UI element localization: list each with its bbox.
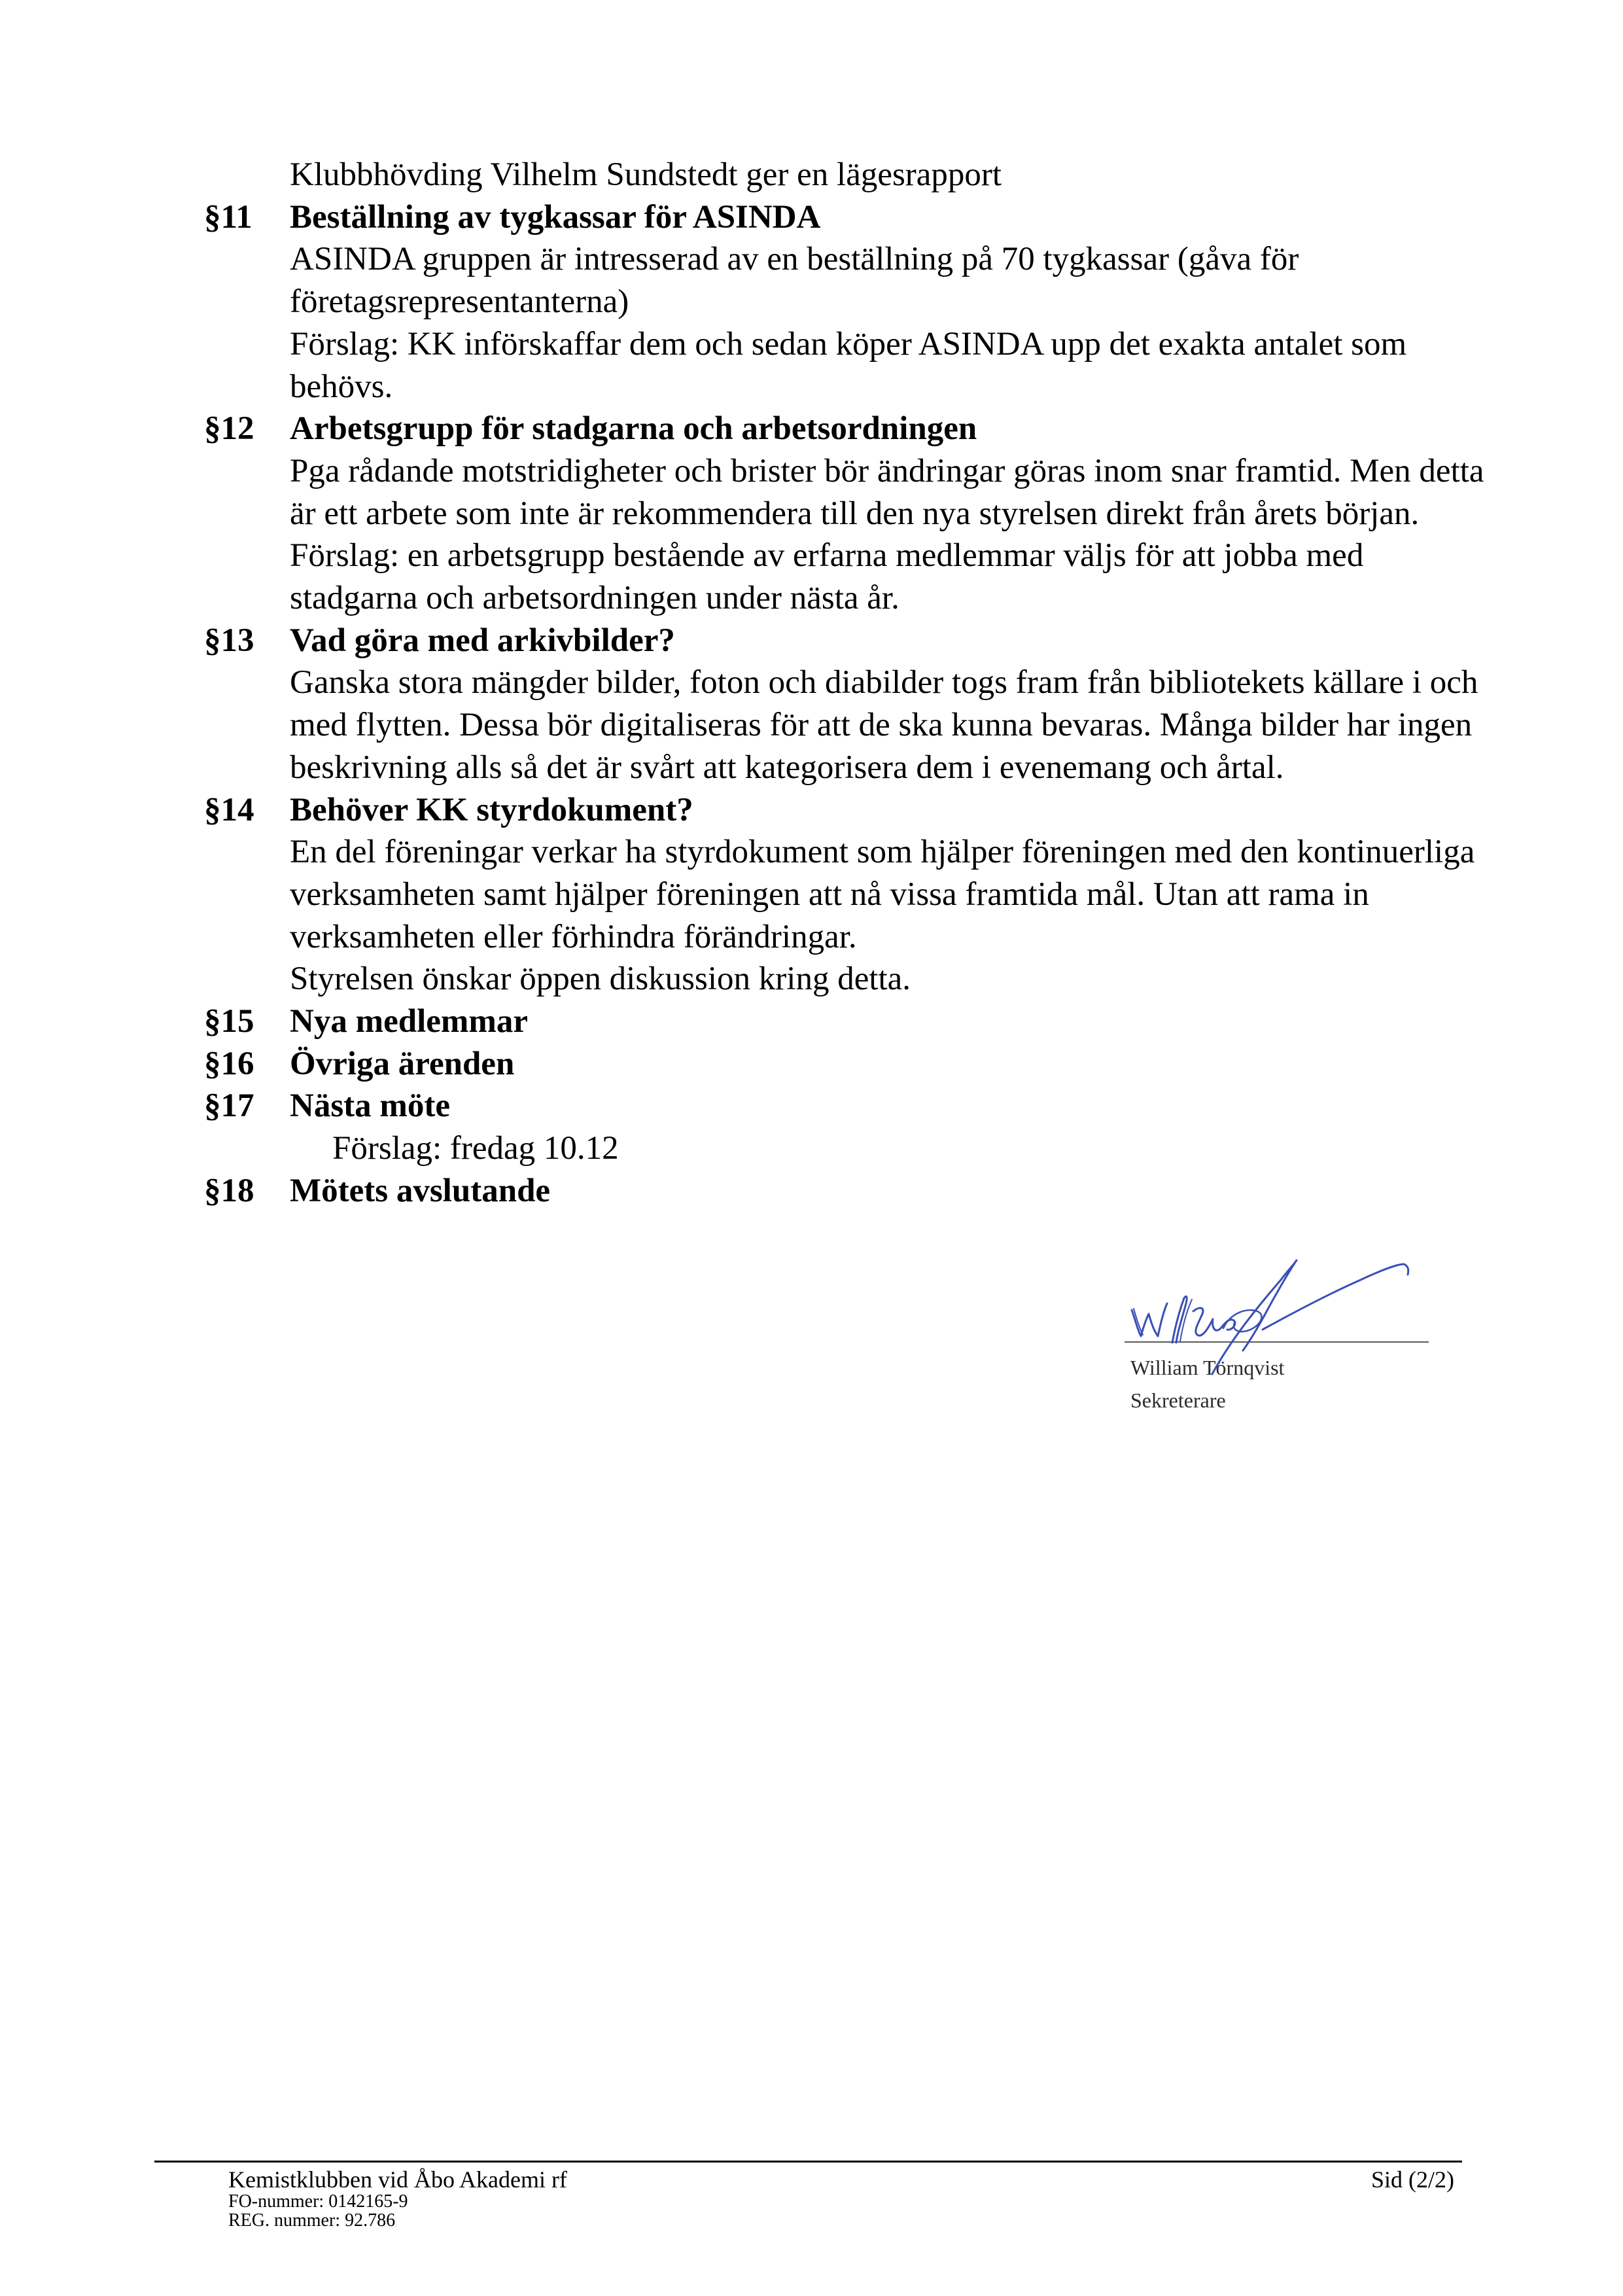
signatory-name: William Törnqvist <box>1130 1356 1285 1379</box>
body-text: är ett arbete som inte är rekommendera till den nya styrelsen direkt från årets början. <box>290 495 1420 532</box>
section-title: Övriga ärenden <box>290 1045 515 1082</box>
page-number: Sid (2/2) <box>1370 2166 1454 2193</box>
footer-organization: Kemistklubben vid Åbo Akademi rf <box>228 2166 567 2193</box>
signature-block <box>1112 1243 1452 1439</box>
section-title: Mötets avslutande <box>290 1172 551 1209</box>
section-title: Nästa möte <box>290 1087 451 1125</box>
footer-reg-number: REG. nummer: 92.786 <box>228 2210 396 2231</box>
section-number: §11 <box>204 198 253 236</box>
section-number: §13 <box>204 622 254 659</box>
body-text: stadgarna och arbetsordningen under nästa år. <box>290 580 899 616</box>
section-number: §18 <box>204 1172 254 1209</box>
body-text: En del föreningar verkar ha styrdokument som hjälper föreningen med den kontinuerliga <box>290 834 1475 871</box>
body-text: med flytten. Dessa bör digitaliseras för att de ska kunna bevaras. Många bilder har ingen <box>290 707 1473 744</box>
body-text: verksamheten eller förhindra förändringar. <box>290 918 857 955</box>
footer-divider <box>154 2161 1462 2163</box>
section-number: §14 <box>204 791 254 828</box>
body-text: Förslag: en arbetsgrupp bestående av erfarna medlemmar väljs för att jobba med <box>290 537 1364 574</box>
section-number: §15 <box>204 1003 254 1040</box>
body-text: ASINDA gruppen är intresserad av en beställning på 70 tygkassar (gåva för <box>290 241 1299 278</box>
intro-line: Klubbhövding Vilhelm Sundstedt ger en lägesrapport <box>290 156 1002 193</box>
section-title: Nya medlemmar <box>290 1003 528 1040</box>
signatory-role: Sekreterare <box>1130 1388 1226 1412</box>
body-text: verksamheten samt hjälper föreningen att nå vissa framtida mål. Utan att rama in <box>290 875 1369 913</box>
section-title: Vad göra med arkivbilder? <box>290 622 675 659</box>
body-text: Styrelsen önskar öppen diskussion kring detta. <box>290 961 911 998</box>
body-text: Förslag: KK införskaffar dem och sedan köper ASINDA upp det exakta antalet som <box>290 325 1407 362</box>
body-text: Ganska stora mängder bilder, foton och diabilder togs fram från bibliotekets källare i och <box>290 664 1478 701</box>
signature-stroke <box>1193 1308 1235 1335</box>
proposal-text: Förslag: fredag 10.12 <box>332 1130 619 1167</box>
signature-strokes <box>1132 1260 1408 1374</box>
section-title: Arbetsgrupp för stadgarna och arbetsordningen <box>290 410 977 448</box>
footer-fo-number: FO-nummer: 0142165-9 <box>228 2191 408 2212</box>
body-text: företagsrepresentanterna) <box>290 283 629 321</box>
handwritten-signature <box>1112 1243 1452 1439</box>
section-number: §17 <box>204 1087 254 1125</box>
section-title: Behöver KK styrdokument? <box>290 791 693 828</box>
body-text: behövs. <box>290 368 393 405</box>
section-number: §12 <box>204 410 254 448</box>
body-text: beskrivning alls så det är svårt att kategorisera dem i evenemang och årtal. <box>290 749 1284 786</box>
section-title: Beställning av tygkassar för ASINDA <box>290 198 821 236</box>
body-text: Pga rådande motstridigheter och brister bör ändringar göras inom snar framtid. Men detta <box>290 452 1484 489</box>
section-number: §16 <box>204 1045 254 1082</box>
